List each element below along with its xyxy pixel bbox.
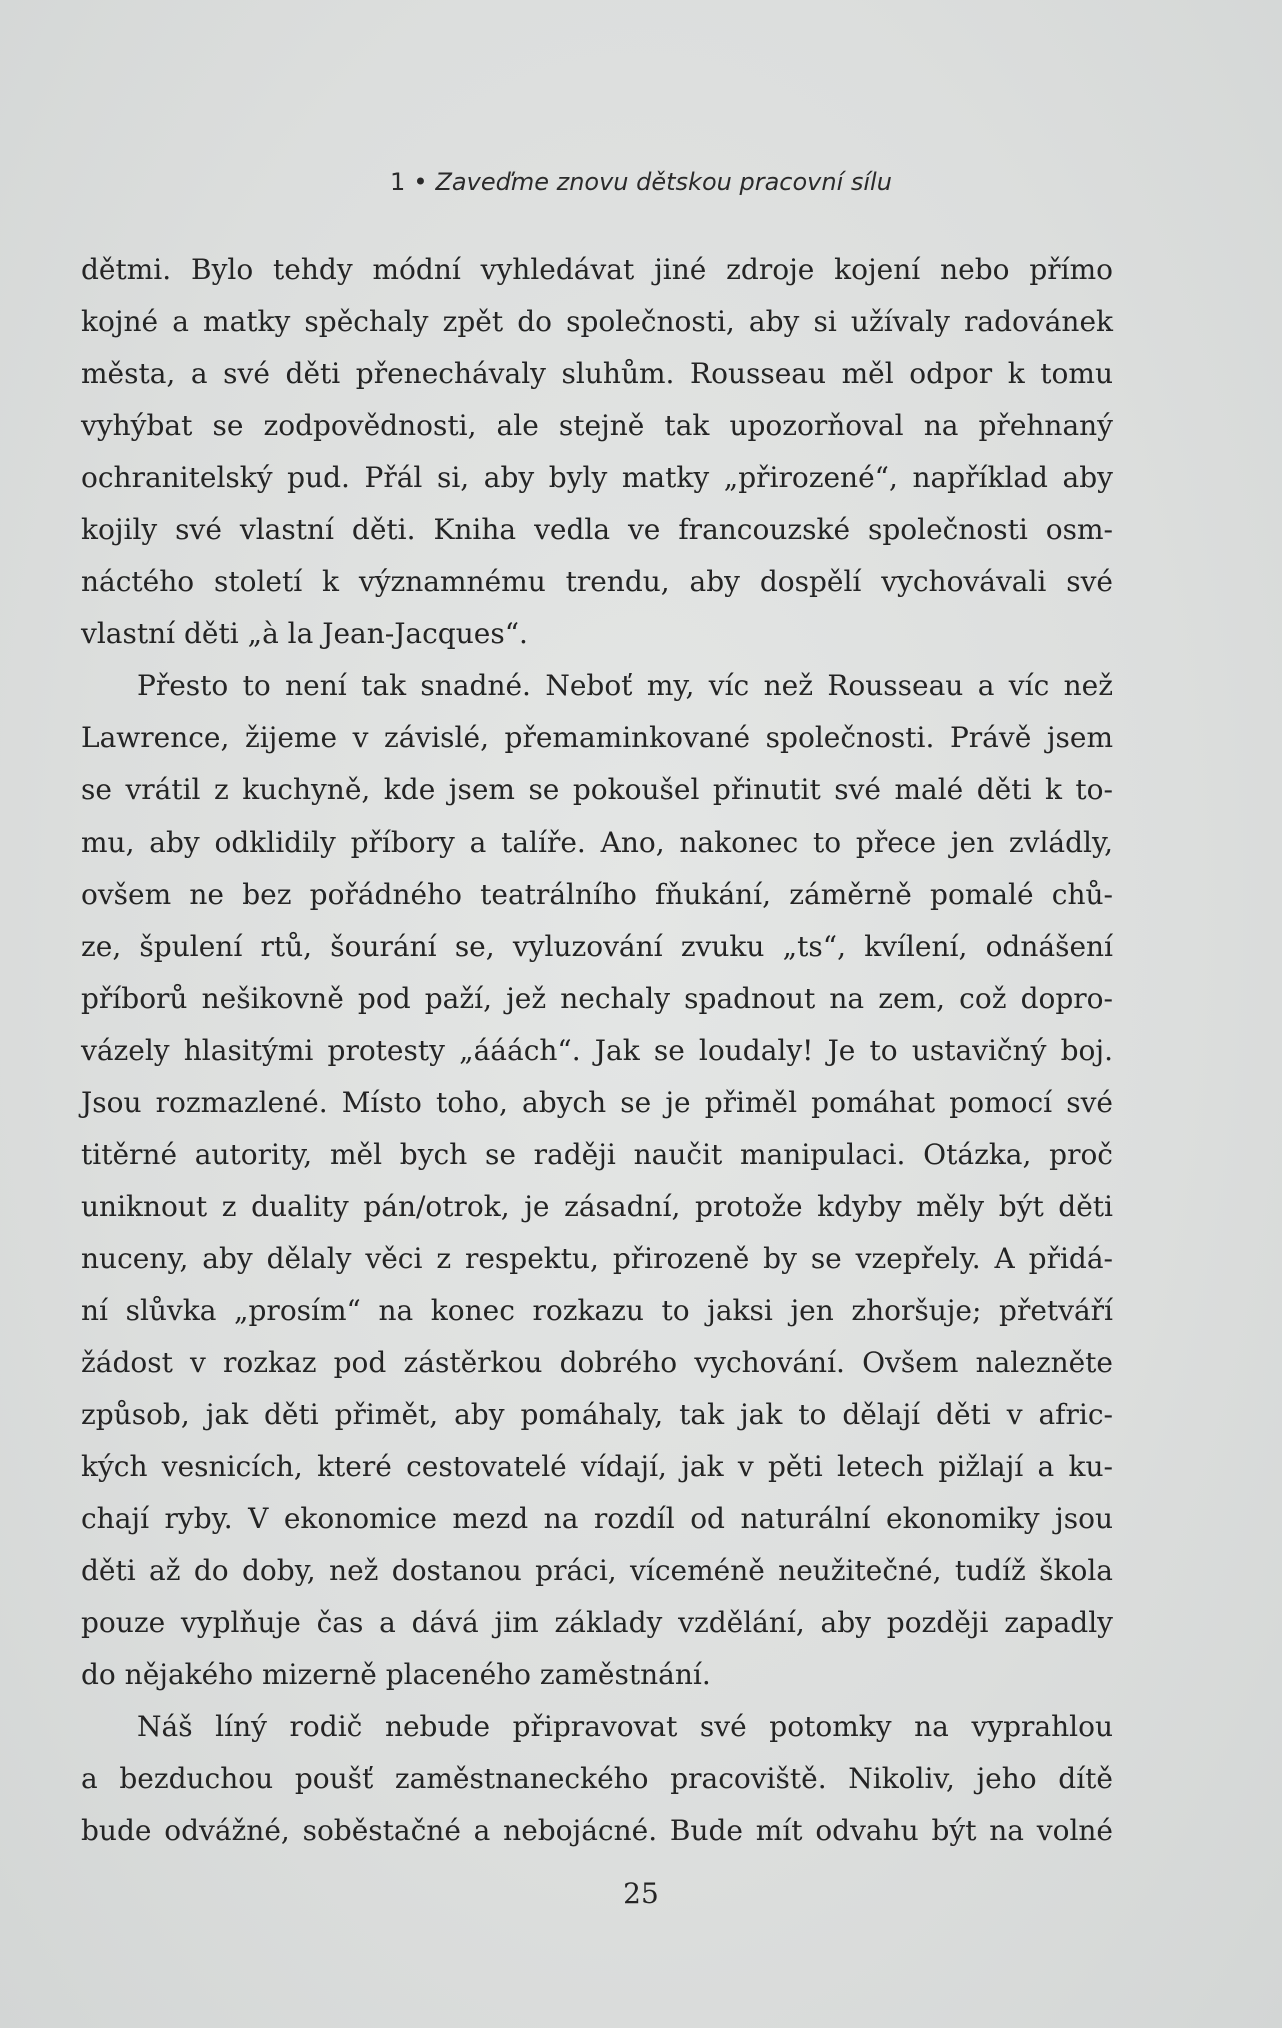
text-line: náctého století k významnému trendu, aby dospělí vychovávali své — [81, 565, 1113, 599]
separator-bullet: • — [413, 168, 428, 196]
text-line: Jsou rozmazlené. Místo toho, abych se je přiměl pomáhat pomocí své — [81, 1085, 1113, 1119]
text-line: ní slůvka „prosím“ na konec rozkazu to jaksi jen zhoršuje; přetváří — [81, 1293, 1113, 1327]
text-line: bude odvážné, soběstačné a nebojácné. Bude mít odvahu být na volné — [81, 1814, 1113, 1848]
text-line: a bezduchou poušť zaměstnaneckého pracoviště. Nikoliv, jeho dítě — [81, 1762, 1113, 1796]
text-line: dětmi. Bylo tehdy módní vyhledávat jiné zdroje kojení nebo přímo — [81, 253, 1113, 286]
chapter-title: Zaveďme znovu dětskou pracovní sílu — [435, 168, 892, 196]
chapter-number: 1 — [390, 168, 406, 196]
text-line: ochranitelský pud. Přál si, aby byly matky „přirozené“, například aby — [81, 461, 1113, 495]
text-line: kojily své vlastní děti. Kniha vedla ve francouzské společnosti osm- — [81, 513, 1113, 547]
text-line: způsob, jak děti přimět, aby pomáhaly, tak jak to dělají děti v afric- — [81, 1398, 1113, 1432]
text-line: kojné a matky spěchaly zpět do společnosti, aby si užívaly radovánek — [81, 305, 1113, 339]
text-line: děti až do doby, než dostanou práci, víceméně neužitečné, tudíž škola — [81, 1554, 1113, 1588]
body-text — [81, 244, 1113, 1857]
text-line: do nějakého mizerně placeného zaměstnání. — [81, 1658, 711, 1692]
text-line: vázely hlasitými protesty „ááách“. Jak se loudaly! Je to ustavičný boj. — [81, 1033, 1113, 1067]
text-line: se vrátil z kuchyně, kde jsem se pokoušel přinutit své malé děti k to- — [81, 773, 1113, 807]
text-line: uniknout z duality pán/otrok, je zásadní, protože kdyby měly být děti — [81, 1189, 1113, 1223]
page-number: 25 — [623, 1877, 659, 1910]
text-line: chají ryby. V ekonomice mezd na rozdíl od naturální ekonomiky jsou — [81, 1502, 1113, 1536]
text-line: vyhýbat se zodpovědnosti, ale stejně tak upozorňoval na přehnaný — [81, 409, 1113, 443]
text-line: pouze vyplňuje čas a dává jim základy vzdělání, aby později zapadly — [81, 1606, 1113, 1640]
text-line: příborů nešikovně pod paží, jež nechaly spadnout na zem, což dopro- — [81, 981, 1113, 1015]
text-line: ovšem ne bez pořádného teatrálního fňukání, záměrně pomalé chů- — [81, 877, 1113, 911]
text-line: kých vesnicích, které cestovatelé vídají, jak v pěti letech pižlají a ku- — [81, 1450, 1113, 1484]
text-line: Lawrence, žijeme v závislé, přemaminkované společnosti. Právě jsem — [81, 721, 1113, 755]
text-line: žádost v rozkaz pod zástěrkou dobrého vychování. Ovšem nalezněte — [81, 1345, 1113, 1379]
text-line: ze, špulení rtů, šourání se, vyluzování zvuku „ts“, kvílení, odnášení — [81, 929, 1113, 963]
text-line: Náš líný rodič nebude připravovat své potomky na vyprahlou — [137, 1710, 1113, 1744]
text-line: vlastní děti „à la Jean-Jacques“. — [81, 617, 528, 651]
text-line: titěrné autority, měl bych se raději naučit manipulaci. Otázka, proč — [81, 1137, 1113, 1171]
text-line: nuceny, aby dělaly věci z respektu, přirozeně by se vzepřely. A přidá- — [81, 1241, 1113, 1275]
text-line: mu, aby odklidily příbory a talíře. Ano, nakonec to přece jen zvládly, — [81, 825, 1113, 859]
text-line: města, a své děti přenechávaly sluhům. Rousseau měl odpor k tomu — [81, 357, 1113, 391]
text-line: Přesto to není tak snadné. Neboť my, víc než Rousseau a víc než — [137, 669, 1113, 703]
running-head — [0, 164, 1282, 200]
